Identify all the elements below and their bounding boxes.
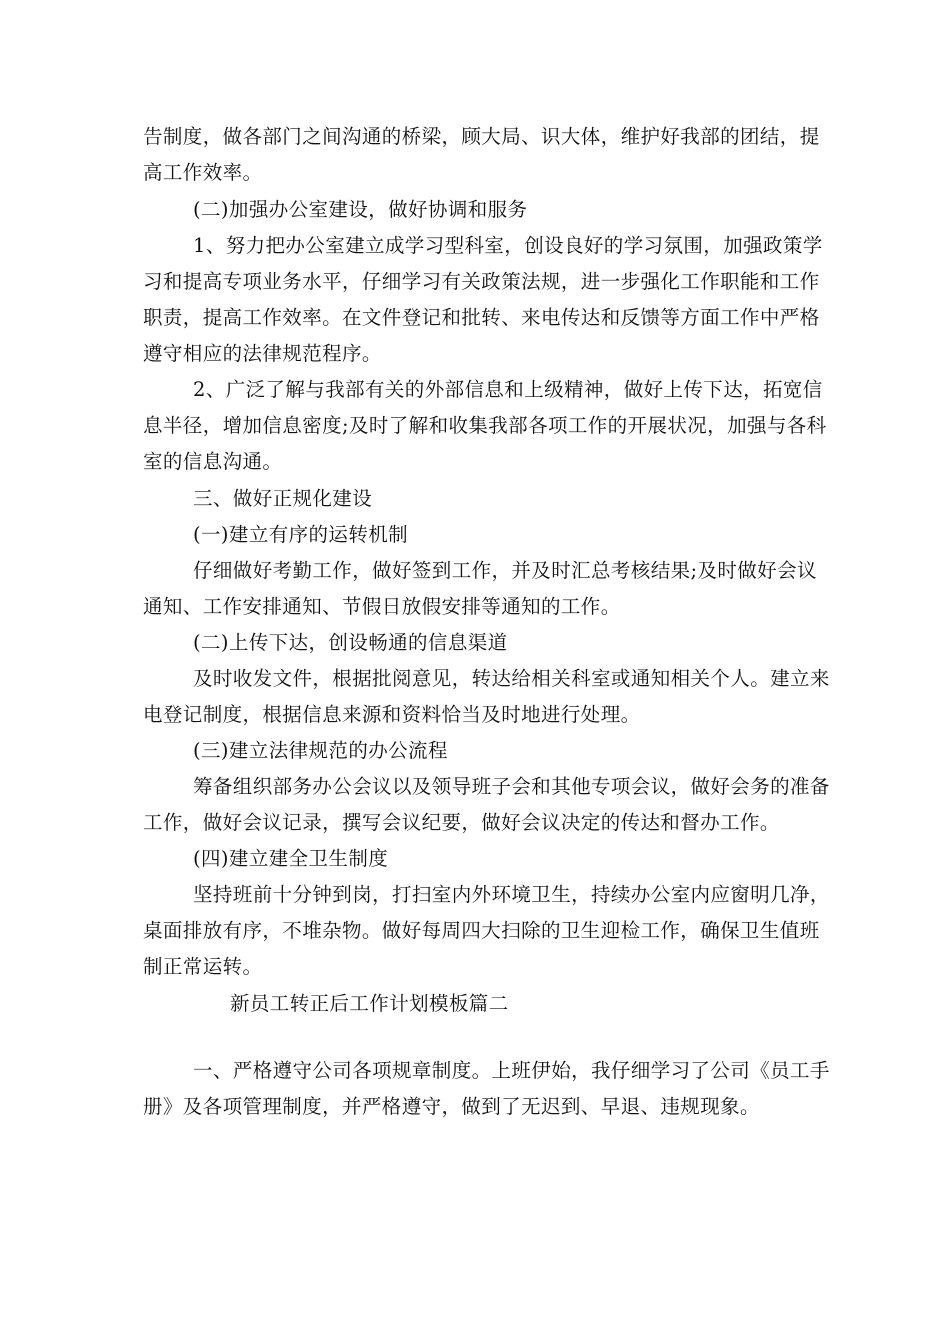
text-line: 制正常运转。 <box>143 955 263 978</box>
text-line: 坚持班前十分钟到岗，打扫室内外环境卫生，持续办公室内应窗明几净， <box>193 883 830 906</box>
section-heading: (四)建立建全卫生制度 <box>193 847 389 870</box>
text-line: 工作，做好会议记录，撰写会议纪要，做好会议决定的传达和督办工作。 <box>143 811 780 834</box>
text-line: 仔细做好考勤工作，做好签到工作，并及时汇总考核结果;及时做好会议 <box>193 559 817 582</box>
text-line: 及时收发文件，根据批阅意见，转达给相关科室或通知相关个人。建立来 <box>193 667 830 690</box>
text-line: 1、努力把办公室建立成学习型科室，创设良好的学习氛围，加强政策学 <box>193 234 823 257</box>
text-line: 桌面排放有序，不堆杂物。做好每周四大扫除的卫生迎检工作，确保卫生值班 <box>143 919 820 942</box>
text-line: 息半径，增加信息密度;及时了解和收集我部各项工作的开展状况，加强与各科 <box>143 414 827 437</box>
section-heading: (二)上传下达，创设畅通的信息渠道 <box>193 631 508 654</box>
text-line: 筹备组织部务办公会议以及领导班子会和其他专项会议，做好会务的准备 <box>193 775 830 798</box>
section-heading: 三、做好正规化建设 <box>193 487 373 510</box>
section-heading: (二)加强办公室建设，做好协调和服务 <box>193 198 528 221</box>
text-line: 电登记制度，根据信息来源和资料恰当及时地进行处理。 <box>143 703 641 726</box>
text-line: 2、广泛了解与我部有关的外部信息和上级精神，做好上传下达，拓宽信 <box>193 378 823 401</box>
text-line: 告制度，做各部门之间沟通的桥梁，顾大局、识大体，维护好我部的团结，提 <box>143 125 820 148</box>
text-line: 通知、工作安排通知、节假日放假安排等通知的工作。 <box>143 595 621 618</box>
section-heading: (三)建立法律规范的办公流程 <box>193 739 448 762</box>
article-title: 新员工转正后工作计划模板篇二 <box>230 992 509 1015</box>
text-line: 高工作效率。 <box>143 161 263 184</box>
section-heading: (一)建立有序的运转机制 <box>193 523 409 546</box>
text-line: 遵守相应的法律规范程序。 <box>143 342 382 365</box>
text-line: 一、严格遵守公司各项规章制度。上班伊始，我仔细学习了公司《员工手 <box>193 1059 830 1082</box>
text-line: 习和提高专项业务水平，仔细学习有关政策法规，进一步强化工作职能和工作 <box>143 270 820 293</box>
text-line: 室的信息沟通。 <box>143 450 283 473</box>
text-line: 职责，提高工作效率。在文件登记和批转、来电传达和反馈等方面工作中严格 <box>143 306 820 329</box>
text-line: 册》及各项管理制度，并严格遵守，做到了无迟到、早退、违规现象。 <box>143 1095 760 1118</box>
